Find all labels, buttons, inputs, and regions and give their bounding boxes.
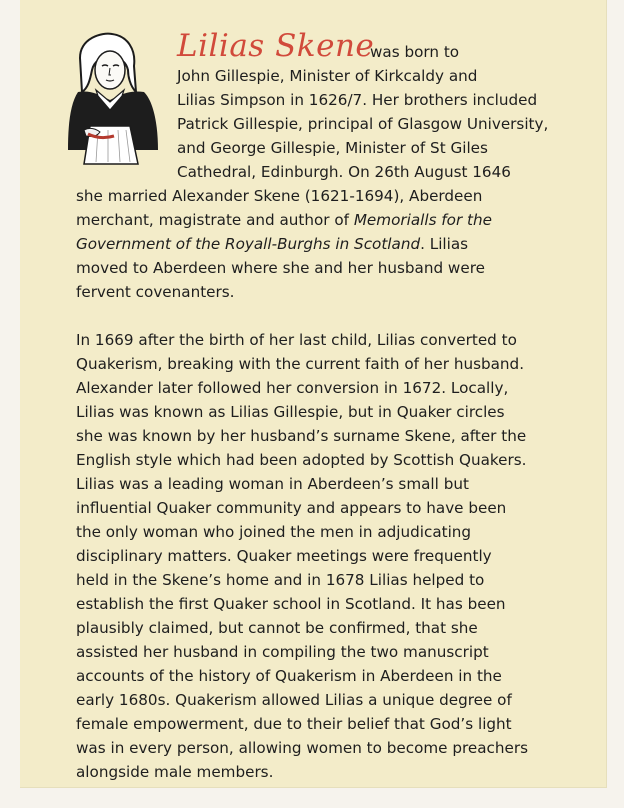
text-line: plausibly claimed, but cannot be confirmed, that she [76,619,478,637]
text-line: she married Alexander Skene (1621-1694), Aberdeen [76,187,483,205]
text-line: moved to Aberdeen where she and her husband were [76,259,485,277]
text-line: and George Gillespie, Minister of St Giles [177,139,488,157]
text-line: early 1680s. Quakerism allowed Lilias a unique degree of [76,691,512,709]
text-line: Lilias was known as Lilias Gillespie, but in Quaker circles [76,403,505,421]
text-line: establish the first Quaker school in Scotland. It has been [76,595,506,613]
text-line: was born to [370,43,460,61]
book-title: Government of the Royall-Burghs in Scotland [76,235,421,253]
book-title: Memorialls for the [353,211,492,229]
text-line: In 1669 after the birth of her last child, Lilias converted to [76,331,517,349]
text-line: John Gillespie, Minister of Kirkcaldy and [177,67,478,85]
text-run: merchant, magistrate and author of [76,211,349,229]
text-line: she was known by her husband’s surname Skene, after the [76,427,527,445]
text-line: assisted her husband in compiling the two manuscript [76,643,489,661]
text-line: accounts of the history of Quakerism in Aberdeen in the [76,667,502,685]
text-line: female empowerment, due to their belief that God’s light [76,715,512,733]
text-line: alongside male members. [76,763,274,781]
text-line: the only woman who joined the men in adjudicating [76,523,472,541]
text-line [76,210,492,230]
text-line: Quakerism, breaking with the current faith of her husband. [76,355,525,373]
text-line: Patrick Gillespie, principal of Glasgow University, [177,115,549,133]
text-line [76,234,468,254]
text-line: held in the Skene’s home and in 1678 Lilias helped to [76,571,485,589]
text-run: . Lilias [420,235,469,253]
text-line: disciplinary matters. Quaker meetings were frequently [76,547,492,565]
page-title: Lilias Skene [177,28,375,64]
text-line: Lilias Simpson in 1626/7. Her brothers included [177,91,538,109]
text-line: Lilias was a leading woman in Aberdeen’s small but [76,475,469,493]
text-line: English style which had been adopted by Scottish Quakers. [76,451,527,469]
text-line: Alexander later followed her conversion in 1672. Locally, [76,379,509,397]
woman-portrait-icon [50,30,164,168]
text-line: Cathedral, Edinburgh. On 26th August 1646 [177,163,511,181]
text-line: fervent covenanters. [76,283,235,301]
text-line: was in every person, allowing women to become preachers [76,739,529,757]
text-line: influential Quaker community and appears to have been [76,499,507,517]
